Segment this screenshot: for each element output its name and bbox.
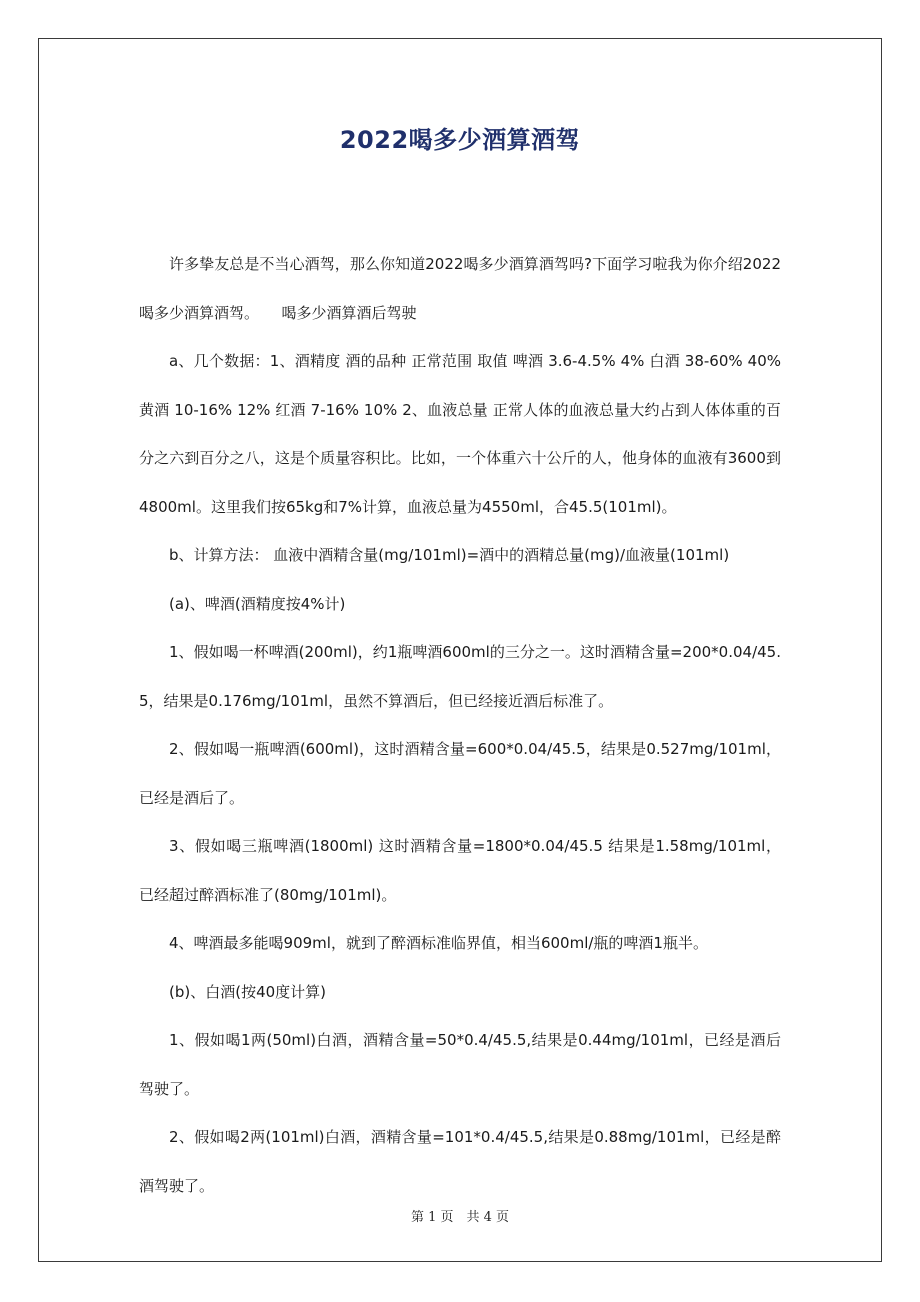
paragraph-method: b、计算方法： 血液中酒精含量(mg/101ml)=酒中的酒精总量(mg)/血液量(101ml)	[169, 546, 730, 564]
paragraph-intro: 许多挚友总是不当心酒驾，那么你知道2022喝多少酒算酒驾吗?下面学习啦我为你介绍2022喝多少酒算酒驾。 喝多少酒算酒后驾驶	[139, 255, 781, 322]
paragraph-liquor-heading: (b)、白酒(按40度计算)	[169, 982, 327, 1001]
page-footer	[0, 1206, 920, 1225]
page-number: 第 1 页 共 4 页	[410, 1210, 510, 1225]
document-title: 2022喝多少酒算酒驾	[339, 126, 581, 154]
paragraph-beer-2: 2、假如喝一瓶啤酒(600ml)，这时酒精含量=600*0.04/45.5，结果是0.527mg/101ml，已经是酒后了。	[139, 740, 781, 807]
paragraph-liquor-2: 2、假如喝2两(101ml)白酒，酒精含量=101*0.4/45.5,结果是0.88mg/101ml，已经是醉酒驾驶了。	[139, 1128, 781, 1195]
document-body	[139, 240, 781, 1210]
paragraph-beer-1: 1、假如喝一杯啤酒(200ml)，约1瓶啤酒600ml的三分之一。这时酒精含量=200*0.04/45.5，结果是0.176mg/101ml，虽然不算酒后，但已经接近酒后标准了。	[139, 643, 781, 710]
paragraph-liquor-1: 1、假如喝1两(50ml)白酒，酒精含量=50*0.4/45.5,结果是0.44mg/101ml，已经是酒后驾驶了。	[139, 1031, 781, 1098]
paragraph-beer-4: 4、啤酒最多能喝909ml，就到了醉酒标准临界值，相当600ml/瓶的啤酒1瓶半。	[169, 934, 708, 952]
paragraph-beer-3: 3、假如喝三瓶啤酒(1800ml) 这时酒精含量=1800*0.04/45.5 结果是1.58mg/101ml，已经超过醉酒标准了(80mg/101ml)。	[139, 837, 781, 904]
paragraph-data: a、几个数据：1、酒精度 酒的品种 正常范围 取值 啤酒 3.6-4.5% 4% 白酒 38-60% 40% 黄酒 10-16% 12% 红酒 7-16% 10% 2、血液总量 正常人体的血液总量大约占到人体体重的百分之六到百分之八，这是个质量容积比。比如，一个体重六十公斤的人，他身体的血液有3600到4800ml。这里我们按65kg和7%计算，血液总量为4550ml，合45.5(101ml)。	[139, 352, 781, 516]
paragraph-beer-heading: (a)、啤酒(酒精度按4%计)	[169, 594, 346, 613]
